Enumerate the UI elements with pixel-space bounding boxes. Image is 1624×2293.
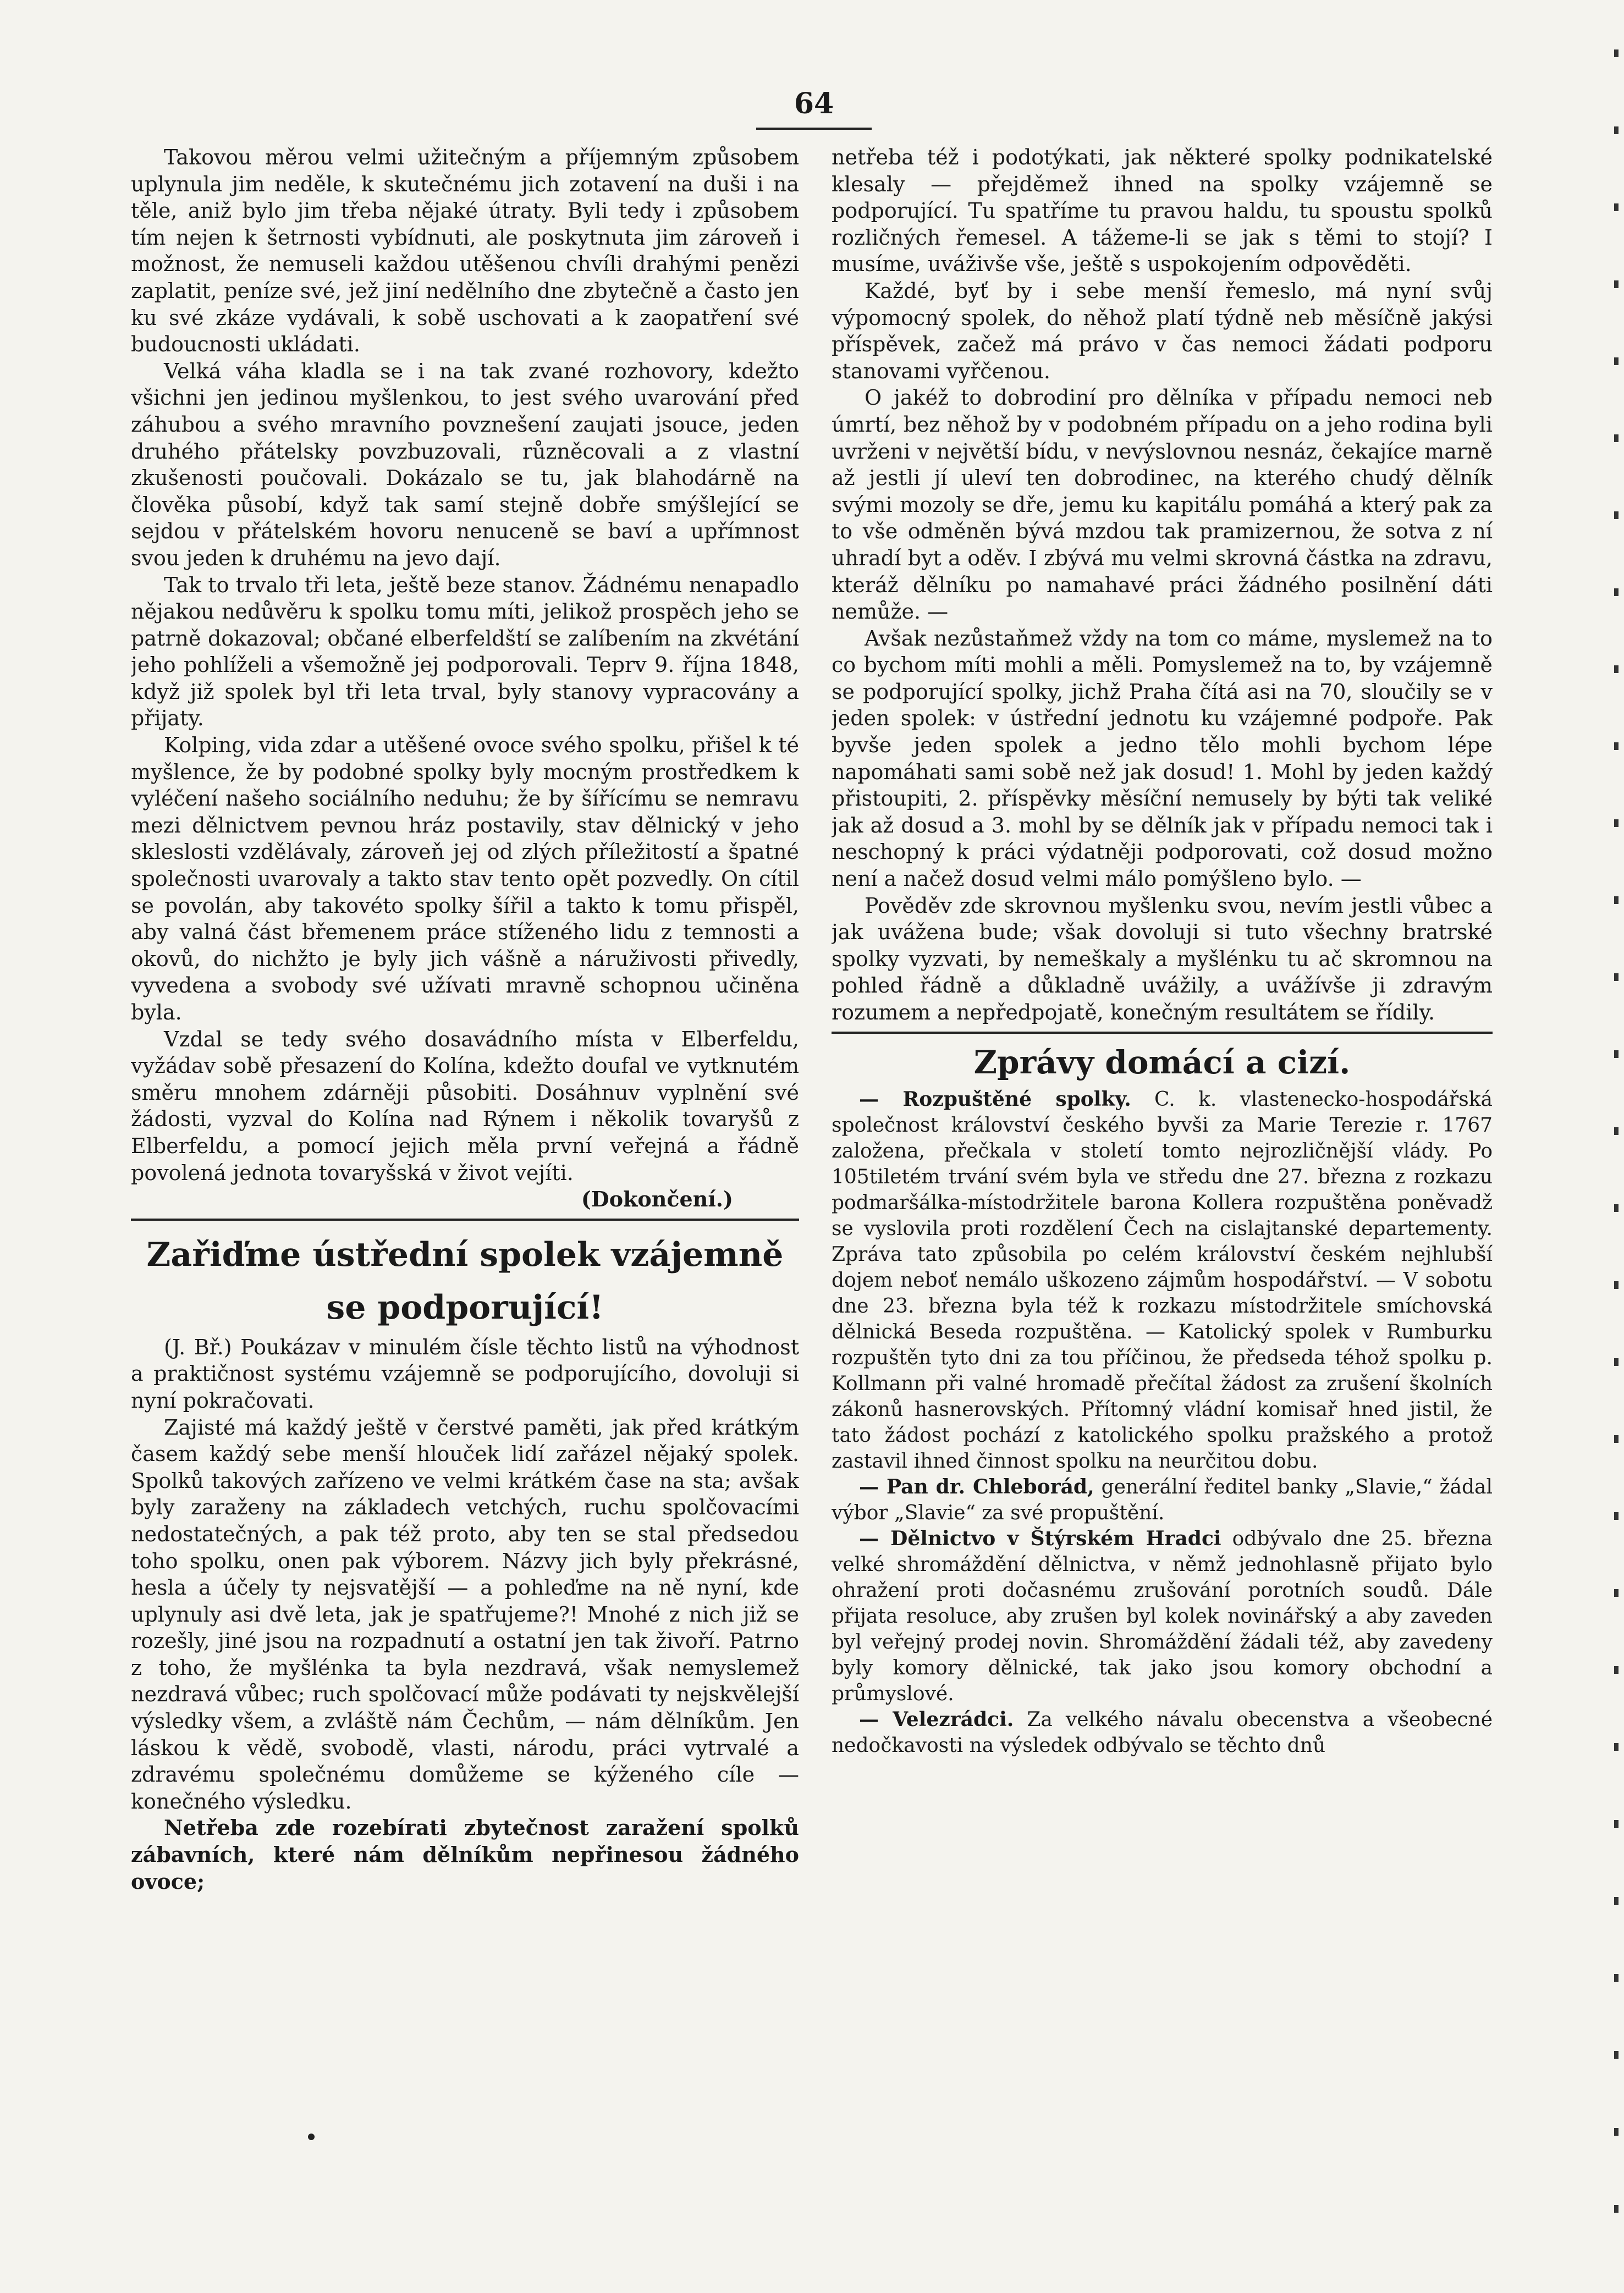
news-item bbox=[832, 1526, 1493, 1707]
news-item-text: Za velkého návalu obecenstva a všeobecné nedočkavosti na výsledek odbývalo se těchto dnů bbox=[832, 1708, 1493, 1757]
section-divider bbox=[832, 1032, 1493, 1034]
right-column bbox=[832, 144, 1493, 2179]
paragraph: Velká váha kladla se i na tak zvané rozhovory, kdežto všichni jen jedinou myšlenkou, to jest svého uvarování před záhubou a svého mravního povznešení zaujati jsouce, jeden druhého přátelsky povzbuzovali, různěcovali a z vlastní zkušenosti poučovali. Dokázalo se tu, jak blahodárně na člověka působí, když tak samí stejně dobře smýšlející se sejdou v přátelském hovoru nenuceně se baví a upřímnost svou jeden k druhému na jevo dají. bbox=[131, 359, 799, 570]
news-item bbox=[832, 1707, 1493, 1759]
news-item bbox=[832, 1474, 1493, 1526]
article-paragraph: (J. Bř.) Poukázav v minulém čísle těchto listů na výhodnost a praktičnost systému vzájemně se podporujícího, dovoluji si nyní pokračovati. bbox=[131, 1335, 799, 1413]
news-item-heading: — Dělnictvo v Štýrském Hradci bbox=[859, 1526, 1221, 1550]
news-item bbox=[832, 1087, 1493, 1474]
continuation-note bbox=[131, 1186, 799, 1213]
paragraph: Avšak nezůstaňmež vždy na tom co máme, myslemež na to co bychom míti mohli a měli. Pomyslemež na to, by vzájemně se podporující spolky, jichž Praha čítá asi na 70, sloučily se v jeden spolek: v ústřední jednotu ku vzájemné podpoře. Pak byvše jeden spolek a jedno tělo mohli bychom lépe napomáhati sami sobě než jak dosud! 1. Mohl by jeden každý přistoupiti, 2. příspěvky měsíční nemusely by býti tak veliké jak až dosud a 3. mohl by se dělník jak v případu nemoci tak i neschopný k práci výdatněji podporovati, což dosud možno není a načež dosud velmi málo pomýšleno bylo. — bbox=[832, 626, 1493, 891]
paragraph: Tak to trvalo tři leta, ještě beze stanov. Žádnému nenapadlo nějakou nedůvěru k spolku tomu míti, jelikož prospěch jeho se patrně dokazoval; občané elberfeldští se zalíbením na zkvétání jeho pohlíželi a všemožně jej podporovali. Teprv 9. října 1848, když již spolek byl tři leta trval, byly stanovy vypracovány a přijaty. bbox=[131, 572, 799, 731]
paragraph: Kolping, vida zdar a utěšené ovoce svého spolku, přišel k té myšlence, že by podobné spolky byly mocným prostředkem k vyléčení našeho sociálního neduhu; že by šířícímu se nemravu mezi dělnictvem pevnou hráz postavily, stav dělnický v jeho skleslosti vzdělávaly, zároveň jej od zlých příležitostí a špatné společnosti uvarovaly a takto stav tento opět pozvedly. On cítil se povolán, aby takovéto spolky šířil a takto k tomu přispěl, aby valná část břemenem práce stíženého lidu z temnosti a okovů, do nichžto je byly jich vášně a náruživosti přivedly, vyvedena a svobody své užívati mravně schopnou učiněna byla. bbox=[131, 733, 799, 1024]
news-item-heading: — Pan dr. Chleborád, bbox=[859, 1475, 1094, 1498]
left-column bbox=[131, 144, 799, 2179]
paragraph: Pověděv zde skrovnou myšlenku svou, nevím jestli vůbec a jak uvážena bude; však dovoluji si tuto všechny bratrské spolky vyzvati, by nemeškaly a myšlénku tu ač skromnou na pohled řádně a důkladně uvážily, a uvážívše ji zdravým rozumem a nepředpojatě, konečným resultátem se řídily. bbox=[832, 893, 1493, 1024]
paragraph: Vzdal se tedy svého dosavádního místa v Elberfeldu, vyžádav sobě přesazení do Kolína, kdežto doufal ve vytknutém směru mnohem zdárněji působiti. Dosáhnuv vyplnění své žádosti, vyzval do Kolína nad Rýnem i několik tovaryšů z Elberfeldu, a pomocí jejich měla první veřejná a řádně povolená jednota tovaryšská v život vejíti. bbox=[131, 1027, 799, 1185]
article-paragraph: Zajisté má každý ještě v čerstvé paměti, jak před krátkým časem každý sebe menší hlouček lidí zařázel nějaký spolek. Spolků takových zařízeno ve velmi krátkém čase na sta; avšak byly zaraženy na základech vetchých, ruchu spolčovacími nedostatečných, a pak též proto, aby ten se stal předsedou toho spolku, onen pak výborem. Názvy jich byly překrásné, hesla a účely ty nejsvatější — a pohleďme na ně nyní, kde uplynuly asi dvě leta, jak je spatřujeme?! Mnohé z nich již se rozešly, jiné jsou na rozpadnutí a ostatní jen tak živoří. Patrno z toho, že myšlénka ta byla nezdravá, však nemyslemež nezdravá vůbec; ruch spolčovací může podávati ty nejskvělejší výsledky všem, a zvláště nám Čechům, — nám dělníkům. Jen láskou k vědě, svobodě, vlasti, národu, práci vytrvalé a zdravému společnému domůžeme se kýženého cíle — konečného výsledku. bbox=[131, 1415, 799, 1814]
scan-edge-marks bbox=[1614, 16, 1619, 2271]
news-item-text: C. k. vlastenecko-hospodářská společnost království českého byvši za Marie Terezie r. 1767 založena, přečkala v století tomto nejrozličnější vlády. Po 105tiletém trvání svém byla ve středu dne 27. března z rozkazu podmaršálka-místodržitele barona Kollera rozpuštěna poněvadž se vyslovila proti rozdělení Čech na cislajtanské departementy. Zpráva tato způsobila po celém království českém nejhlubší dojem neboť nemálo uškozeno zájmům hospodářství. — V sobotu dne 23. března byla též k rozkazu místodržitele smíchovská dělnická Beseda rozpuštěna. — Katolický spolek v Rumburku rozpuštěn tyto dni za tou příčinou, že předseda téhož spolku p. Kollmann při valné hromadě přečítal žádost za zrušení školních zákonů hasnerovských. Přítomný vládní komisař hned jistil, že tato žádost pochází z katolického spolku pražského a protož zastavil ihned činnost spolku na neurčitou dobu. bbox=[832, 1088, 1493, 1473]
article-paragraph: Netřeba zde rozebírati zbytečnost zaražení spolků zábavních, které nám dělníkům nepřinesou žádného ovoce; bbox=[131, 1815, 799, 1894]
news-item-heading: — Velezrádci. bbox=[859, 1707, 1014, 1731]
news-item-text: generální ředitel banky „Slavie,“ žádal výbor „Slavie“ za své propuštění. bbox=[832, 1475, 1493, 1524]
paragraph: O jakéž to dobrodiní pro dělníka v případu nemoci neb úmrtí, bez něhož by v podobném případu on a jeho rodina byli uvrženi v největší bídu, v nevýslovnou nesnáz, čekajíce marně až jestli jí uleví ten dobrodinec, na kterého chudý dělník svými mozoly se dře, jemu ku kapitálu pomáhá a který pak za to vše odměněn bývá mzdou tak pramizernou, že sotva z ní uhradí byt a oděv. I zbývá mu velmi skrovná částka na zdravu, kteráž dělníku po namahavé práci žádného posilnění dáti nemůže. — bbox=[832, 385, 1493, 624]
dokonceni-label: (Dokončení.) bbox=[581, 1187, 733, 1212]
paragraph: netřeba též i podotýkati, jak některé spolky podnikatelské klesaly — přejděmež ihned na spolky vzájemně se podporující. Tu spatříme tu pravou haldu, tu spoustu spolků rozličných řemesel. A tážeme-li se jak s těmi to stojí? I musíme, uváživše vše, ještě s uspokojením odpověděti. bbox=[832, 145, 1493, 277]
news-item-heading: — Rozpuštěné spolky. bbox=[859, 1087, 1131, 1111]
article-title: Zařiďme ústřední spolek vzájemně se podporující! bbox=[146, 1235, 784, 1327]
paragraph: Každé, byť by i sebe menší řemeslo, má nyní svůj výpomocný spolek, do něhož platí týdně neb měsíčně jakýsi příspěvek, začež má právo v čas nemoci žádati podporu stanovami vyřčenou. bbox=[832, 278, 1493, 383]
news-section-title: Zprávy domácí a cizí. bbox=[973, 1043, 1351, 1081]
section-divider bbox=[131, 1219, 799, 1221]
scan-speck bbox=[308, 2134, 315, 2140]
news-item-text: odbývalo dne 25. března velké shromáždění dělnictva, v němž jednohlasně přijato bylo ohražení proti dočasnému zrušování porotních soudů. Dále přijata resoluce, aby zrušen byl kolek novinářský a aby zaveden byl veřejný prodej novin. Shromáždění žádali též, aby zavedeny byly komory dělnické, tak jako jsou komory obchodní a průmyslové. bbox=[832, 1527, 1493, 1705]
page-number: 64 bbox=[794, 87, 834, 120]
page-number-rule bbox=[756, 128, 872, 130]
paragraph: Takovou měrou velmi užitečným a příjemným způsobem uplynula jim neděle, k skutečnému jich zotavení na duši i na těle, aniž bylo jim třeba nějaké útraty. Byli tedy i způsobem tím nejen k šetrnosti vybídnuti, ale poskytnuta jim zároveň i možnost, že nemuseli každou utěšenou chvíli drahými penězi zaplatit, peníze své, jež jiní nedělního dne zbytečně a často jen ku své zkáze vydávali, k sobě uschovati a k zaopatření své budoucnosti ukládati. bbox=[131, 145, 799, 357]
